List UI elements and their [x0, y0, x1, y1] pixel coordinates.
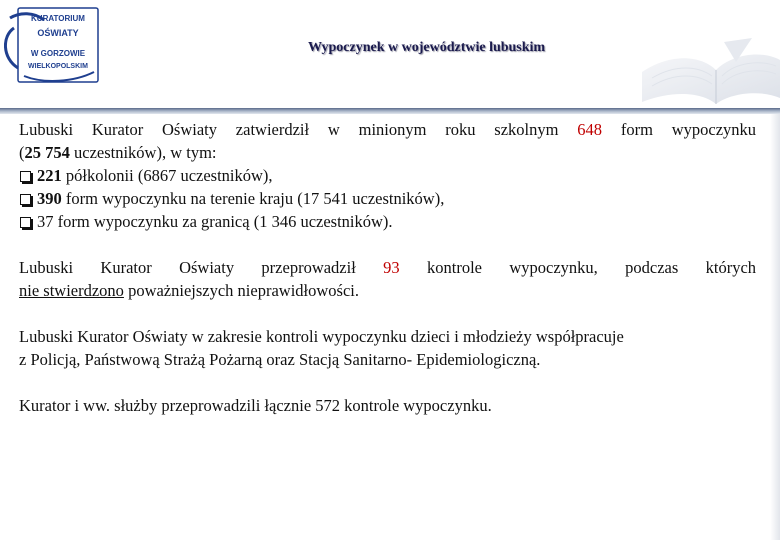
paragraph-cooperation-1: Lubuski Kurator Oświaty w zakresie kontroli wypoczynku dzieci i młodzieży współpracuje — [19, 327, 624, 346]
p1-text-4: uczestników), w tym: — [74, 143, 217, 162]
p2-text-3: poważniejszych nieprawidłowości. — [128, 281, 359, 300]
list-item — [19, 187, 756, 210]
spacer — [19, 302, 756, 325]
logo-line-4: WIELKOPOLSKIM — [28, 63, 88, 70]
right-edge-shade — [770, 114, 780, 540]
paragraph-approved-forms — [19, 118, 756, 141]
content-area — [19, 118, 756, 417]
p2-text-1: Lubuski Kurator Oświaty przeprowadził — [19, 258, 356, 277]
list-item — [19, 164, 756, 187]
list-item-text: form wypoczynku na terenie kraju (17 541 uczestników), — [65, 189, 445, 208]
spacer — [19, 233, 756, 256]
list-item-number: 390 — [37, 189, 62, 208]
checkbox-bullet-icon — [20, 194, 31, 205]
p1-number-648: 648 — [577, 120, 603, 139]
p1-number-participants: 25 754 — [24, 143, 70, 162]
logo-line-1: KURATORIUM — [31, 14, 85, 23]
p2-number-93: 93 — [383, 258, 400, 277]
header-divider — [0, 108, 780, 114]
logo-line-3: W GORZOWIE — [30, 49, 86, 58]
checkbox-bullet-icon — [20, 217, 31, 228]
page-title: Wypoczynek w województwie lubuskim — [308, 40, 546, 55]
logo-graphic — [4, 6, 104, 86]
forms-list — [19, 164, 756, 233]
paragraph-participants — [19, 141, 756, 164]
paragraph-inspections — [19, 256, 756, 279]
p2-text-2: kontrole wypoczynku, podczas których — [427, 258, 757, 277]
open-book-icon — [632, 32, 780, 112]
p1-text-1: Lubuski Kurator Oświaty zatwierdził w minionym roku szkolnym — [19, 120, 559, 139]
p1-text-2: form wypoczynku — [620, 120, 757, 139]
list-item-text: półkolonii (6867 uczestników), — [65, 166, 273, 185]
paragraph-cooperation-2: z Policją, Państwową Strażą Pożarną oraz Stacją Sanitarno- Epidemiologiczną. — [19, 350, 541, 369]
spacer — [19, 371, 756, 394]
list-item-number: 37 — [37, 212, 54, 231]
paragraph-total-inspections: Kurator i ww. służby przeprowadzili łącznie 572 kontrole wypoczynku. — [19, 396, 492, 415]
p2-underlined-text: nie stwierdzono — [19, 281, 124, 300]
book-graphic — [632, 32, 780, 112]
checkbox-bullet-icon — [20, 171, 31, 182]
paragraph-inspections-result — [19, 279, 756, 302]
p1-text-3: ( — [19, 143, 25, 162]
kuratorium-logo — [4, 6, 104, 86]
list-item — [19, 210, 756, 233]
list-item-text: form wypoczynku za granicą (1 346 uczestników). — [57, 212, 393, 231]
list-item-number: 221 — [37, 166, 62, 185]
logo-line-2: OŚWIATY — [37, 28, 79, 38]
